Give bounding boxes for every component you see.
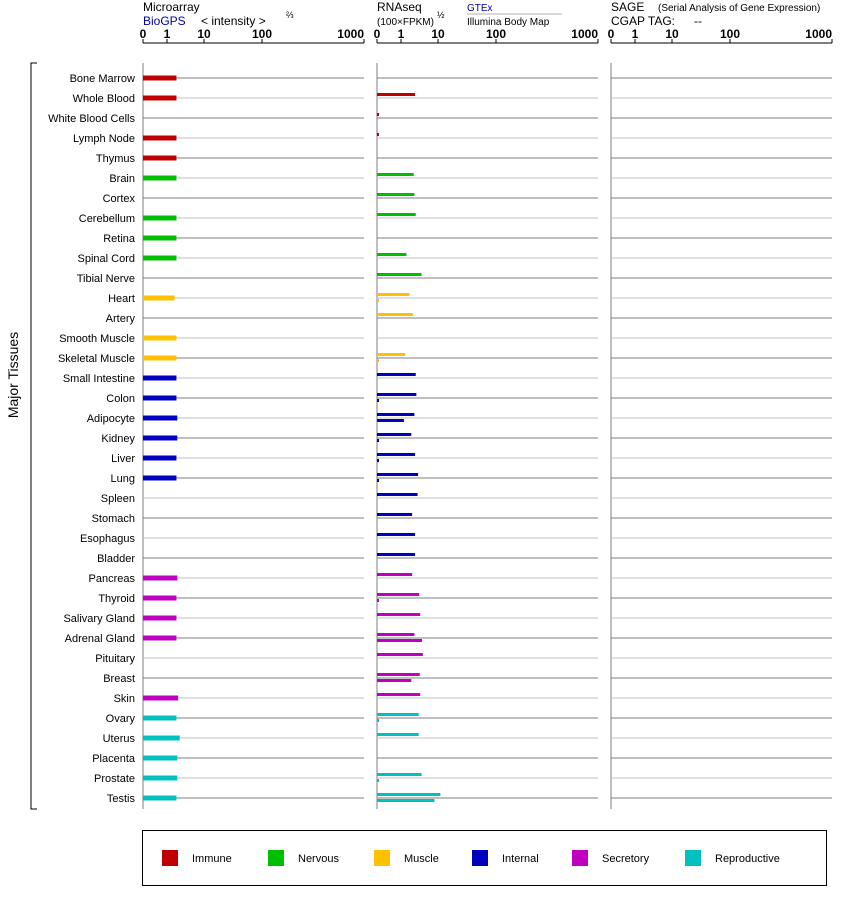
sage-tick-label: 100 <box>719 27 741 41</box>
rnaseq-bar <box>377 213 416 216</box>
microarray-bar <box>143 716 176 721</box>
microarray-bar <box>143 396 176 401</box>
microarray-bar <box>143 96 176 101</box>
tissue-label: Skeletal Muscle <box>57 353 135 365</box>
microarray-bar <box>143 216 176 221</box>
rnaseq-bar <box>377 293 410 296</box>
legend-swatch-nervous <box>268 850 284 866</box>
rnaseq-bar <box>377 553 415 556</box>
tissue-label: Lung <box>110 473 135 485</box>
rnaseq-bar <box>377 419 404 422</box>
rnaseq-bar <box>377 533 415 536</box>
rnaseq-bar <box>377 459 379 462</box>
rnaseq-unit-exponent: ½ <box>437 10 445 20</box>
microarray-tick-label: 1000 <box>337 27 364 41</box>
sage-unit-label: CGAP TAG: <box>611 14 676 28</box>
rnaseq-bar <box>377 193 414 196</box>
microarray-unit-label: < intensity > <box>201 14 266 28</box>
microarray-bar <box>143 76 176 81</box>
microarray-bar <box>143 476 176 481</box>
rnaseq-title: RNAseq <box>377 0 422 14</box>
rnaseq-bar <box>377 673 420 676</box>
tissue-label: Kidney <box>101 433 135 445</box>
microarray-bar <box>143 156 176 161</box>
microarray-bar <box>143 576 177 581</box>
tissue-label: Spinal Cord <box>77 253 135 265</box>
rnaseq-bar <box>377 733 419 736</box>
legend-label-immune: Immune <box>192 853 232 865</box>
sage-tick-label: 1000 <box>805 27 832 41</box>
tissue-label: Adrenal Gland <box>64 633 135 645</box>
legend-label-nervous: Nervous <box>298 853 339 865</box>
rnaseq-tick-label: 1000 <box>571 27 598 41</box>
rnaseq-bar <box>377 799 434 802</box>
gtex-source-label: GTEx <box>467 3 493 14</box>
microarray-bar <box>143 756 177 761</box>
tissue-label: Brain <box>109 173 135 185</box>
tissue-label: Breast <box>103 673 135 685</box>
rnaseq-bar <box>377 133 379 136</box>
tissue-label: Cortex <box>102 193 135 205</box>
rnaseq-bar <box>377 439 379 442</box>
sage-tick-label: 1 <box>631 27 639 41</box>
rnaseq-bar <box>377 453 415 456</box>
microarray-bar <box>143 336 176 341</box>
chart-marks <box>48 27 832 866</box>
tissue-label: Ovary <box>105 713 135 725</box>
tissue-label: Tibial Nerve <box>76 273 135 285</box>
tissue-label: Bone Marrow <box>69 73 135 85</box>
tissue-label: Skin <box>113 693 135 705</box>
tissue-label: White Blood Cells <box>48 113 135 125</box>
rnaseq-bar <box>377 433 411 436</box>
rnaseq-bar <box>377 393 416 396</box>
tissue-label: Small Intestine <box>62 373 135 385</box>
tissue-label: Adipocyte <box>86 413 135 425</box>
microarray-bar <box>143 236 176 241</box>
sage-tick-label: 0 <box>607 27 615 41</box>
microarray-bar <box>143 736 180 741</box>
rnaseq-unit-label: (100×FPKM) <box>377 17 434 28</box>
tissue-label: Colon <box>106 393 135 405</box>
tissue-label: Heart <box>108 293 135 305</box>
tissue-label: Artery <box>105 313 135 325</box>
legend-swatch-reproductive <box>685 850 701 866</box>
microarray-unit-exponent: ⅔ <box>286 10 294 20</box>
rnaseq-bar <box>377 719 379 722</box>
microarray-bar <box>143 416 177 421</box>
microarray-bar <box>143 596 176 601</box>
rnaseq-tick-label: 1 <box>397 27 405 41</box>
tissue-label: Smooth Muscle <box>59 333 135 345</box>
rnaseq-bar <box>377 639 422 642</box>
microarray-bar <box>143 636 176 641</box>
sage-tick-label: 10 <box>665 27 679 41</box>
tissue-label: Pituitary <box>95 653 135 665</box>
tissue-label: Pancreas <box>88 573 135 585</box>
microarray-bar <box>143 616 176 621</box>
legend-swatch-internal <box>472 850 488 866</box>
rnaseq-bar <box>377 479 379 482</box>
microarray-bar <box>143 176 176 181</box>
rnaseq-bar <box>377 359 379 362</box>
tissue-label: Spleen <box>100 493 135 505</box>
legend-label-secretory: Secretory <box>602 853 650 865</box>
tissue-label: Lymph Node <box>73 133 135 145</box>
rnaseq-bar <box>377 513 412 516</box>
microarray-bar <box>143 436 177 441</box>
rnaseq-tick-label: 0 <box>373 27 381 41</box>
rnaseq-bar <box>377 473 418 476</box>
illumina-source-label: Illumina Body Map <box>467 17 550 28</box>
tissue-label: Placenta <box>92 753 135 765</box>
sage-subtitle: (Serial Analysis of Gene Expression) <box>658 3 821 14</box>
microarray-bar <box>143 356 176 361</box>
microarray-bar <box>143 256 176 261</box>
legend-swatch-muscle <box>374 850 390 866</box>
rnaseq-bar <box>377 299 379 302</box>
tissue-label: Salivary Gland <box>63 613 135 625</box>
microarray-tick-label: 10 <box>197 27 211 41</box>
microarray-tick-label: 100 <box>251 27 273 41</box>
rnaseq-bar <box>377 613 420 616</box>
tissue-bracket <box>31 63 37 809</box>
tissue-label: Testis <box>106 793 135 805</box>
legend-swatch-secretory <box>572 850 588 866</box>
tissue-label: Stomach <box>91 513 135 525</box>
microarray-tick-label: 1 <box>163 27 171 41</box>
sage-title: SAGE <box>611 0 645 14</box>
rnaseq-tick-label: 100 <box>485 27 507 41</box>
legend-label-muscle: Muscle <box>404 853 439 865</box>
tissue-label: Retina <box>103 233 135 245</box>
tissue-label: Bladder <box>97 553 135 565</box>
rnaseq-bar <box>377 493 418 496</box>
rnaseq-bar <box>377 773 422 776</box>
rnaseq-bar <box>377 679 411 682</box>
rnaseq-bar <box>377 273 422 276</box>
rnaseq-tick-label: 10 <box>431 27 445 41</box>
rnaseq-bar <box>377 633 414 636</box>
microarray-bar <box>143 796 176 801</box>
tissue-label: Prostate <box>94 773 135 785</box>
rnaseq-bar <box>377 373 416 376</box>
microarray-bar <box>143 376 176 381</box>
microarray-bar <box>143 456 176 461</box>
tissue-label: Whole Blood <box>72 93 135 105</box>
microarray-bar <box>143 776 177 781</box>
microarray-bar <box>143 136 176 141</box>
tissue-label: Liver <box>111 453 135 465</box>
rnaseq-bar <box>377 599 379 602</box>
legend-label-internal: Internal <box>502 853 539 865</box>
tissue-label: Thyroid <box>98 593 135 605</box>
rnaseq-bar <box>377 713 419 716</box>
rnaseq-bar <box>377 353 405 356</box>
rnaseq-bar <box>377 593 419 596</box>
rnaseq-bar <box>377 253 406 256</box>
tissue-label: Thymus <box>95 153 135 165</box>
microarray-source: BioGPS <box>143 14 186 28</box>
microarray-title: Microarray <box>143 0 200 14</box>
rnaseq-bar <box>377 413 414 416</box>
rnaseq-bar <box>377 793 440 796</box>
legend-swatch-immune <box>162 850 178 866</box>
microarray-bar <box>143 296 175 301</box>
microarray-bar <box>143 696 178 701</box>
rnaseq-bar <box>377 399 379 402</box>
legend-label-reproductive: Reproductive <box>715 853 780 865</box>
microarray-tick-label: 0 <box>139 27 147 41</box>
rnaseq-bar <box>377 779 379 782</box>
tissue-label: Uterus <box>102 733 135 745</box>
rnaseq-bar <box>377 693 420 696</box>
rnaseq-bar <box>377 93 415 96</box>
rnaseq-bar <box>377 173 414 176</box>
rnaseq-bar <box>377 313 413 316</box>
tissue-label: Esophagus <box>79 533 135 545</box>
rnaseq-bar <box>377 573 412 576</box>
sage-tag-value: -- <box>694 14 702 28</box>
side-label: Major Tissues <box>5 331 21 419</box>
rnaseq-bar <box>377 113 379 116</box>
rnaseq-bar <box>377 653 423 656</box>
tissue-label: Cerebellum <box>78 213 135 225</box>
